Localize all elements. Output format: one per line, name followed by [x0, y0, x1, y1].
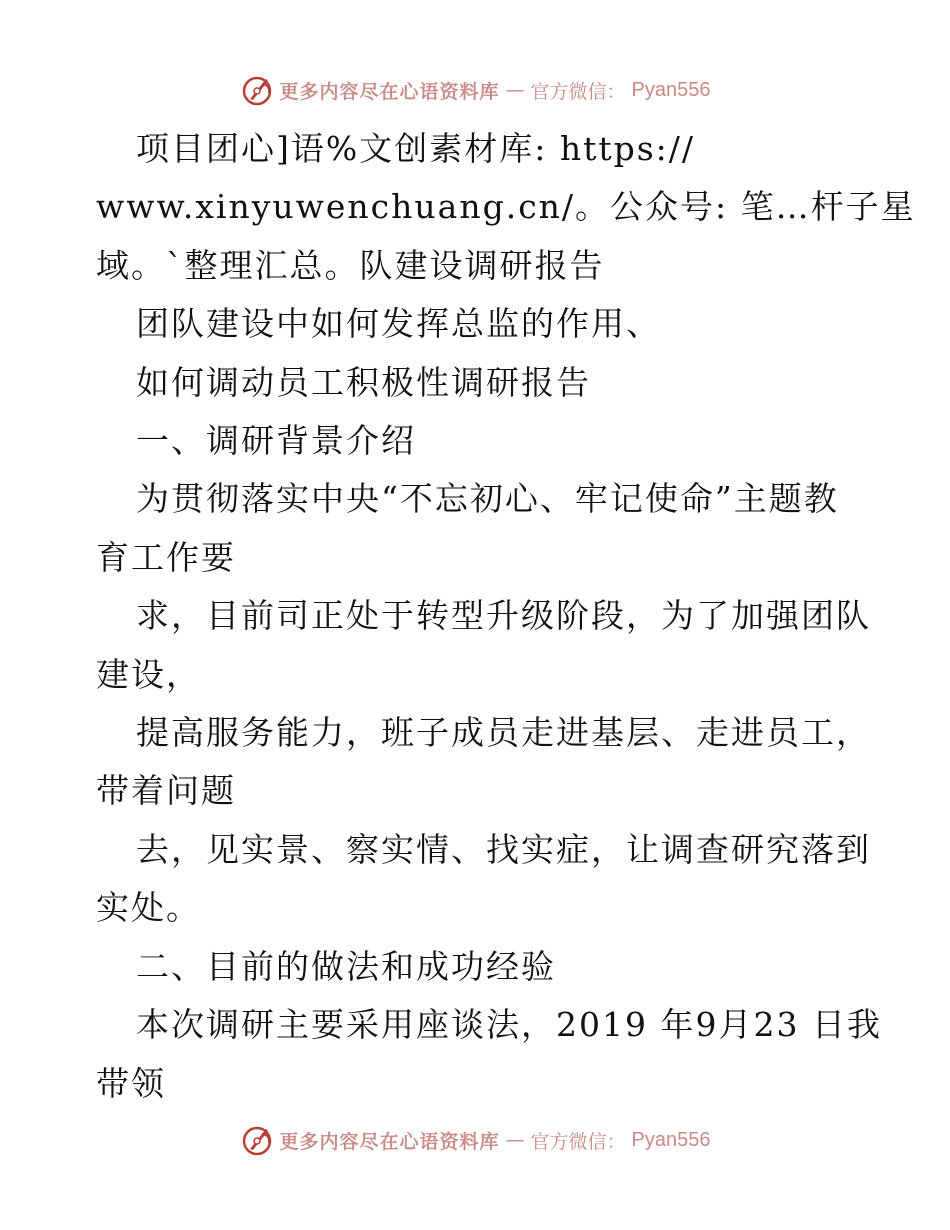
- banner-dash: —: [505, 79, 525, 101]
- body-line: 团队建设中如何发挥总监的作用、: [136, 304, 661, 344]
- banner-brand-text: 更多内容尽在心语资料库: [279, 1130, 500, 1153]
- banner-dash: —: [505, 1129, 525, 1151]
- section-heading: 一、调研背景介绍: [136, 421, 416, 461]
- banner-wechat-handle: Pyan556: [631, 1128, 711, 1151]
- banner-wechat-handle: Pyan556: [631, 78, 711, 101]
- document-body: [96, 120, 916, 1113]
- body-line: 实处。: [96, 888, 201, 928]
- body-line: 项目团心]语%文创素材库: https://: [136, 129, 696, 168]
- body-line: 育工作要: [96, 537, 236, 577]
- body-line: 如何调动员工积极性调研报告: [136, 362, 591, 402]
- body-line: 为贯彻落实中央“不忘初心、牢记使命”主题教: [136, 479, 839, 519]
- quill-pen-circle-icon: [240, 73, 274, 107]
- header-banner: [0, 70, 950, 110]
- body-line: 求，目前司正处于转型升级阶段，为了加强团队: [136, 596, 871, 636]
- body-line: 域。`整理汇总。队建设调研报告: [96, 245, 605, 285]
- body-line: 带着问题: [96, 771, 236, 811]
- banner-brand-text: 更多内容尽在心语资料库: [279, 80, 500, 103]
- body-line: 去，见实景、察实情、找实症，让调查研究落到: [136, 829, 871, 869]
- banner-wechat-label: 官方微信：: [530, 1130, 626, 1153]
- banner-wechat-label: 官方微信：: [530, 80, 626, 103]
- body-line: 提高服务能力，班子成员走进基层、走进员工，: [136, 713, 871, 753]
- section-heading: 二、目前的做法和成功经验: [136, 946, 556, 986]
- body-line: 建设，: [96, 654, 201, 694]
- quill-pen-circle-icon: [240, 1123, 274, 1157]
- footer-banner: [0, 1120, 950, 1160]
- body-line: 本次调研主要采用座谈法，2019 年9月23 日我: [136, 1005, 882, 1045]
- body-line: 带领: [96, 1063, 166, 1103]
- body-line: www.xinyuwenchuang.cn/。公众号: 笔…杆子星: [96, 187, 916, 227]
